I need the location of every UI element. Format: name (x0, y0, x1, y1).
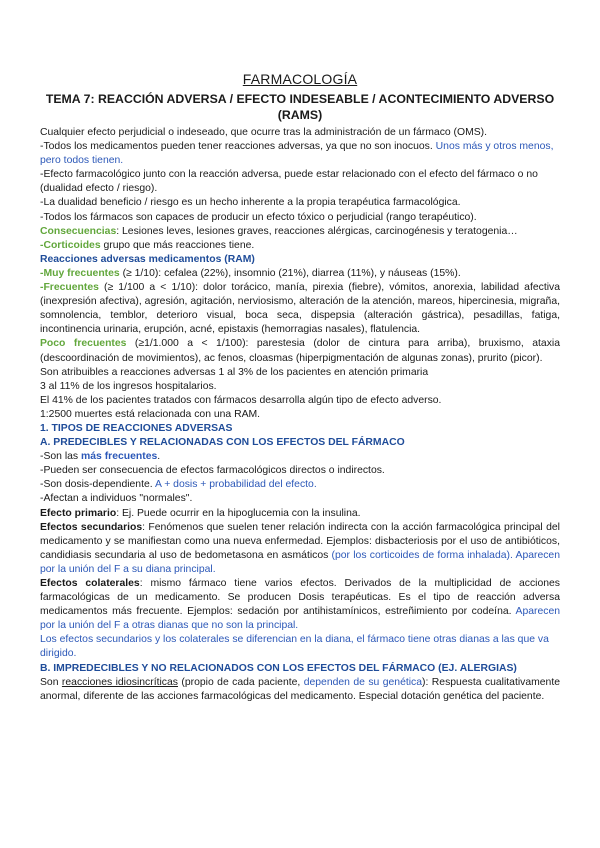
section-heading: 1. TIPOS DE REACCIONES ADVERSAS (40, 422, 233, 434)
very-frequent (40, 267, 560, 281)
collateral-effects-text: : mismo fármaco tiene varios efectos. Derivados de la multiplicidad de acciones farmacológicas de un medicamento. Se producen Dosis terapéuticas. Es el tipo de reacción adversa medicamentos más frecuente. Ejemplos: sedación por antihistamínicos, estreñimiento por codeína. (40, 578, 561, 618)
page-title: FARMACOLOGÍA (242, 71, 358, 87)
topic-title: TEMA 7: REACCIÓN ADVERSA / EFECTO INDESEABLE / ACONTECIMIENTO ADVERSO (RAMS) (45, 92, 555, 122)
statistic: El 41% de los pacientes tratados con fármacos desarrolla algún tipo de efecto adverso. (40, 394, 442, 406)
highlight: más frecuentes (81, 451, 158, 463)
statistic: 3 al 11% de los ingresos hospitalarios. (40, 380, 217, 392)
paragraph (40, 140, 560, 168)
corticoids-text: grupo que más reacciones tiene. (100, 239, 255, 251)
annotation: (por los corticoides de forma inhalada). (328, 549, 513, 561)
annotation: dependen de su genética (303, 676, 423, 688)
paragraph: -Todos los fármacos son capaces de producir un efecto tóxico o perjudicial (rango terapéutico). (40, 211, 477, 223)
list-item (40, 450, 560, 464)
statistic: 1:2500 muertes está relacionada con una RAM. (40, 408, 261, 420)
list-item-text: -Son dosis-dependiente. (40, 479, 153, 491)
subsection-heading: B. IMPREDECIBLES Y NO RELACIONADOS CON LOS EFECTOS DEL FÁRMACO (EJ. ALERGIAS) (40, 662, 517, 674)
statistic: Son atribuibles a reacciones adversas 1 al 3% de los pacientes en atención primaria (40, 366, 429, 378)
frequent-text: (≥ 1/100 a < 1/10): dolor torácico, manía, pirexia (fiebre), vómitos, anorexia, labilidad afectiva (inexpresión afectiva), agresión, agitación, nerviosismo, alteración de la atención, mareos, hipercinesia, migraña, somnolencia, temblor, deterioro visual, boca seca, dispepsia (alteración gástrica), pesadillas, fatiga, incontinencia urinaria, erupción, acné, epistaxis (hemorragias nasales), flatulencia. (40, 282, 560, 336)
secondary-effects (40, 521, 560, 577)
difference-note: Los efectos secundarios y los colaterales se diferencian en la diana, el fármaco tiene otras dianas a las que va dirigido. (40, 634, 549, 660)
primary-effect-label: Efecto primario (40, 507, 117, 519)
paragraph: -Efecto farmacológico junto con la reacción adversa, puede estar relacionado con el efecto del fármaco o no (dualidad efecto / riesgo). (40, 169, 538, 195)
consequences (40, 225, 560, 239)
paragraph: -La dualidad beneficio / riesgo es un hecho inherente a la propia terapéutica farmacológica. (40, 197, 461, 209)
frequent-label: -Frecuentes (40, 282, 99, 294)
infrequent-text: (≥1/1.000 a < 1/100): parestesia (dolor de cintura para arriba), bruxismo, ataxia (descoordinación de movimientos), ac fenos, cloasmas (hiperpigmentación de algunas zonas), prurito (picor). (40, 338, 560, 364)
collateral-effects (40, 577, 560, 633)
idiosyncratic-text: ): Respuesta cualitativamente anormal, diferente de las acciones farmacológicas del medicamento. Especial dotación genética del paciente. (40, 676, 560, 702)
idiosyncratic (40, 676, 560, 704)
subsection-heading: A. PREDECIBLES Y RELACIONADAS CON LOS EFECTOS DEL FÁRMACO (40, 437, 405, 449)
annotation: Unos más y otros menos, pero todos tienen. (40, 141, 554, 167)
paragraph-text: -Todos los medicamentos pueden tener reacciones adversas, ya que no son inocuos. (40, 141, 433, 153)
idiosyncratic-term: reacciones idiosincríticas (61, 676, 178, 688)
annotation: Aparecen por la unión del F a su diana principal. (40, 549, 560, 575)
consequences-text: : Lesiones leves, lesiones graves, reacciones alérgicas, carcinogénesis y teratogenia… (116, 225, 518, 237)
secondary-effects-text: : Fenómenos que suelen tener relación indirecta con la acción farmacológica principal del medicamento y se manifiestan como una nueva enfermedad. Ejemplos: disbacteriosis por el uso de antibióticos, candidiasis secundaria al uso de bedometasona en asmáticos (40, 521, 560, 561)
list-item (40, 478, 560, 492)
ram-heading: Reacciones adversas medicamentos (RAM) (40, 253, 255, 265)
idiosyncratic-mid: (propio de cada paciente, (177, 676, 304, 688)
primary-effect-text: : Ej. Puede ocurrir en la hipoglucemia con la insulina. (116, 507, 361, 519)
consequences-label: Consecuencias (40, 225, 117, 237)
annotation: Aparecen por la unión del F a otras dianas que no son la principal. (40, 606, 561, 632)
annotation: A + dosis + probabilidad del efecto. (152, 479, 317, 491)
infrequent (40, 337, 560, 365)
list-item: -Pueden ser consecuencia de efectos farmacológicos directos o indirectos. (40, 465, 385, 477)
list-item-end: . (157, 451, 161, 463)
corticoids-label: -Corticoides (40, 239, 101, 251)
very-frequent-text: (≥ 1/10): cefalea (22%), insomnio (21%), diarrea (11%), y náuseas (15%). (119, 267, 461, 279)
frequent (40, 281, 560, 337)
collateral-effects-label: Efectos colaterales (40, 578, 140, 589)
very-frequent-label: -Muy frecuentes (40, 267, 120, 279)
list-item: -Afectan a individuos "normales". (40, 493, 193, 505)
corticoids (40, 239, 560, 253)
list-item-text: -Son las (40, 451, 82, 463)
secondary-effects-label: Efectos secundarios (40, 521, 143, 533)
idiosyncratic-pre: Son (40, 676, 62, 688)
primary-effect (40, 507, 560, 521)
infrequent-label: Poco frecuentes (40, 338, 127, 350)
definition: Cualquier efecto perjudicial o indeseado, que ocurre tras la administración de un fármaco (OMS). (40, 127, 488, 138)
document-body (40, 126, 560, 704)
